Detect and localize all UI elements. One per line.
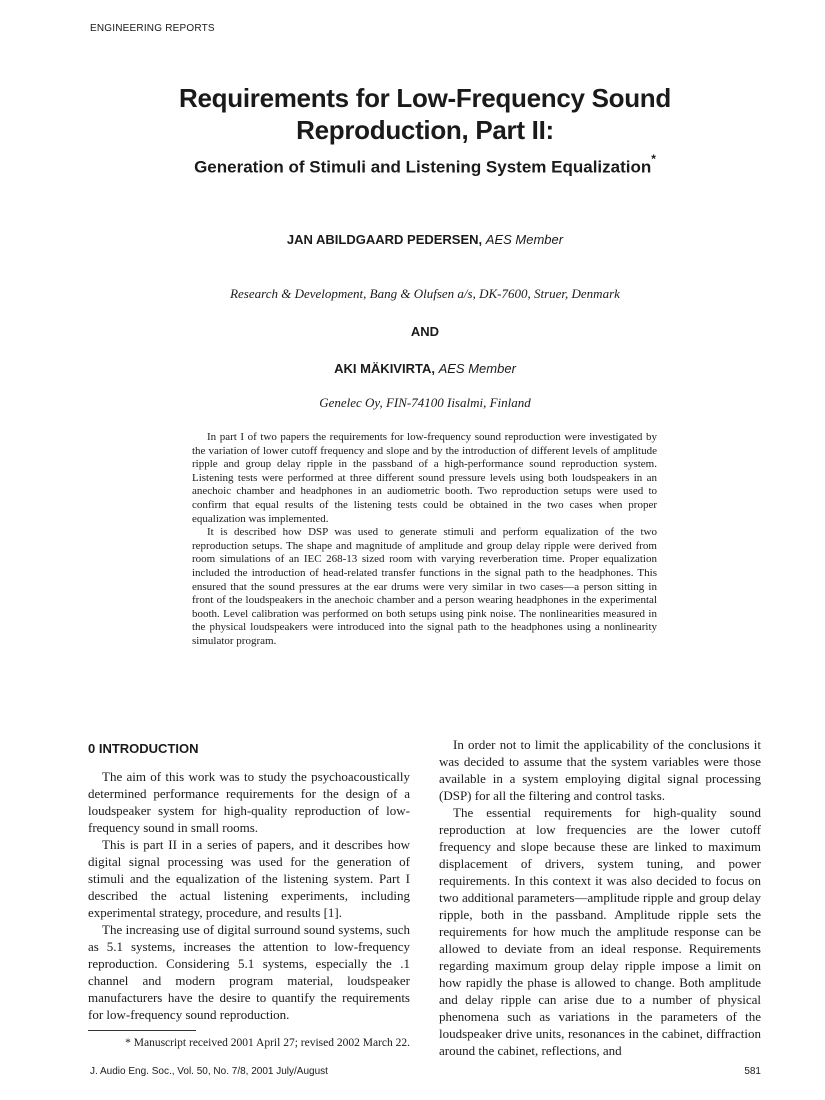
subtitle-text: Generation of Stimuli and Listening System Equalization — [194, 157, 652, 177]
footnote-rule — [88, 1030, 196, 1031]
author-2 — [0, 361, 825, 376]
and-label: AND — [410, 324, 440, 339]
page-number: 581 — [744, 1066, 761, 1077]
author-2-name: AKI MÄKIVIRTA, — [334, 361, 435, 376]
paper-title — [0, 82, 825, 146]
body-paragraph: In order not to limit the applicability of the conclusions it was decided to assume that the system variables were those available in a system employing digital signal processing (DSP) for all the filtering and control tasks. — [439, 737, 761, 803]
author-2-role: AES Member — [438, 361, 516, 376]
abstract-paragraph-1: In part I of two papers the requirements for low-frequency sound reproduction were investigated by the variation of lower cutoff frequency and slope and by the introduction of different levels of amplitude ripple and group delay ripple in the passband of a high-performance sound reproduction system. Listening tests were performed at three different sound pressure levels using both loudspeakers in an anechoic chamber and headphones in an audiometric booth. Two reproduction setups were used to confirm that equal results of the listening tests could be obtained in the two cases when proper equalization was implemented. — [192, 431, 657, 525]
body-paragraph: This is part II in a series of papers, and it describes how digital signal processing was used for the generation of stimuli and the equalization of the listening system. Part I described the actual listening experiments, including experimental strategy, procedure, and results [1]. — [88, 837, 410, 920]
and-separator — [0, 324, 825, 339]
body-paragraph: The aim of this work was to study the psychoacoustically determined performance requirements for the design of a loudspeaker system for high-quality reproduction of low-frequency sound in small rooms. — [88, 769, 410, 835]
abstract-paragraph-2: It is described how DSP was used to generate stimuli and perform equalization of the two reproduction setups. The shape and magnitude of amplitude and group delay ripple were derived from room simulations of an IEC 268-13 sized room with varying reverberation time. Proper equalization included the introduction of head-related transfer functions in the signal path to the headphones. This ensured that the sound pressures at the ear drums were very similar in two cases—a person sitting in front of the loudspeakers in the anechoic chamber and a person wearing headphones in the experimental booth. Level calibration was performed on both setups using pink noise. The nonlinearities measured in the physical loudspeakers were introduced into the signal path to the headphones using a nonlinearity simulator program. — [192, 526, 657, 647]
paper-subtitle — [0, 152, 825, 178]
author-1-affiliation: Research & Development, Bang & Olufsen a/s, DK-7600, Struer, Denmark — [230, 286, 620, 301]
abstract — [192, 431, 657, 649]
subtitle-footnote-mark: * — [651, 152, 656, 166]
left-column — [88, 768, 410, 1023]
title-line-2: Reproduction, Part II: — [296, 115, 554, 145]
author-2-affiliation: Genelec Oy, FIN-74100 Iisalmi, Finland — [319, 395, 531, 410]
body-paragraph: The increasing use of digital surround sound systems, such as 5.1 systems, increases the attention to low-frequency reproduction. Considering 5.1 systems, especially the .1 channel and modern program material, loudspeaker manufacturers have the desire to quantify the requirements for low-frequency sound reproduction. — [88, 922, 410, 1022]
journal-citation: J. Audio Eng. Soc., Vol. 50, No. 7/8, 2001 July/August — [90, 1066, 328, 1077]
title-line-1: Requirements for Low-Frequency Sound — [179, 83, 671, 113]
footnote: * Manuscript received 2001 April 27; revised 2002 March 22. — [125, 1037, 410, 1049]
right-column — [439, 736, 761, 1059]
author-1-role: AES Member — [485, 232, 564, 247]
section-heading-introduction: 0 INTRODUCTION — [88, 741, 199, 756]
running-head: ENGINEERING REPORTS — [90, 23, 215, 34]
author-1 — [0, 232, 825, 247]
author-1-name: JAN ABILDGAARD PEDERSEN, — [286, 232, 483, 247]
body-paragraph: The essential requirements for high-quality sound reproduction at low frequencies are the lower cutoff frequency and slope because these are linked to maximum displacement of drivers, system tuning, and power requirements. In this context it was also decided to focus on two additional parameters—amplitude ripple and group delay ripple, both in the passband. Amplitude ripple sets the requirements for how much the amplitude response can be allowed to deviate from an ideal response. Requirements regarding maximum group delay ripple impose a limit on how rapidly the phase is allowed to change. Both amplitude and delay ripple can arise due to a number of physical phenomena such as variations in the parameters of the loudspeaker drive units, resonances in the cabinet, diffraction around the cabinet, reflections, and — [439, 805, 761, 1058]
